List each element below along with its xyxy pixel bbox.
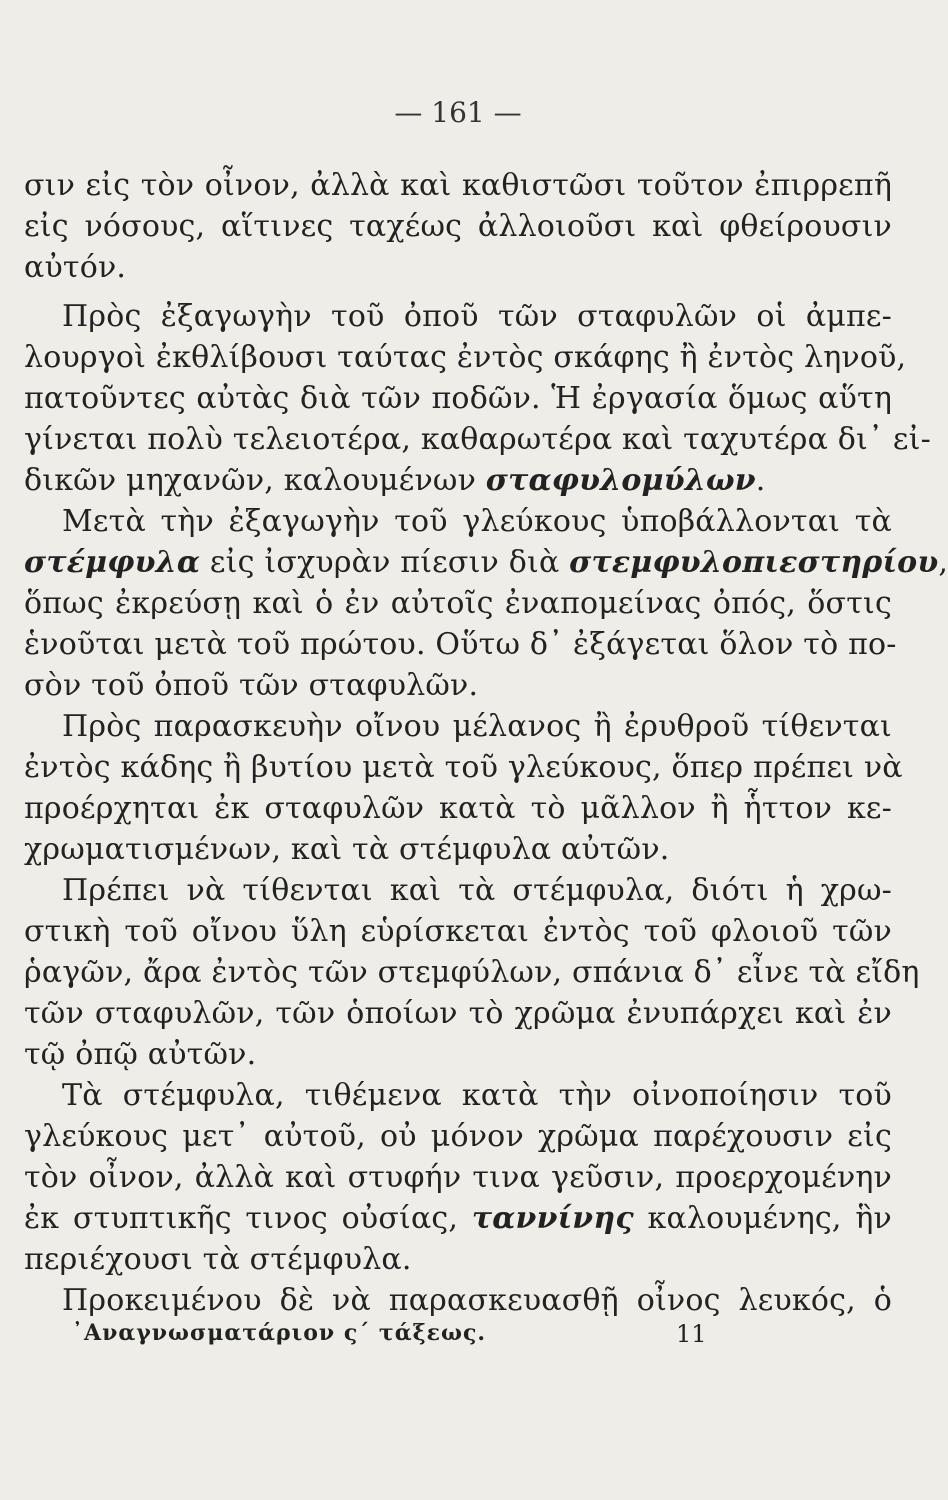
paragraph-start-line: Τὰ στέμφυλα, τιθέμενα κατὰ τὴν οἰνοποίησιν τοῦ bbox=[62, 1078, 892, 1113]
text-line: αὐτόν. bbox=[24, 250, 127, 285]
text-line bbox=[24, 543, 948, 583]
text-span: δικῶν μηχανῶν, καλουμένων bbox=[24, 463, 486, 498]
text-line bbox=[24, 1199, 892, 1239]
text-line: γίνεται πολὺ τελειοτέρα, καθαρωτέρα καὶ ταχυτέρα δι᾿ εἰ- bbox=[24, 422, 931, 457]
text-line: ὅπως ἐκρεύσῃ καὶ ὁ ἐν αὐτοῖς ἐναπομείνας ὀπός, ὅστις bbox=[24, 586, 892, 621]
text-line: γλεύκους μετ᾿ αὐτοῦ, οὐ μόνον χρῶμα παρέχουσιν εἰς bbox=[24, 1119, 892, 1154]
bold-term: σταφυλομύλων bbox=[485, 463, 756, 498]
text-line: εἰς νόσους, αἵτινες ταχέως ἀλλοιοῦσι καὶ φθείρουσιν bbox=[24, 209, 892, 244]
text-line: ἐντὸς κάδης ἢ βυτίου μετὰ τοῦ γλεύκους, ὅπερ πρέπει νὰ bbox=[24, 750, 903, 785]
paragraph-start-line: Προκειμένου δὲ νὰ παρασκευασθῇ οἶνος λευκός, ὁ bbox=[62, 1283, 892, 1318]
text-line: ῥαγῶν, ἄρα ἐντὸς τῶν στεμφύλων, σπάνια δ᾿ εἶνε τὰ εἴδη bbox=[24, 955, 920, 990]
paragraph-start-line: Πρὸς ἐξαγωγὴν τοῦ ὀποῦ τῶν σταφυλῶν οἱ ἀμπε- bbox=[62, 299, 892, 334]
text-line: σὸν τοῦ ὀποῦ τῶν σταφυλῶν. bbox=[24, 668, 479, 703]
text-line: σιν εἰς τὸν οἶνον, ἀλλὰ καὶ καθιστῶσι τοῦτον ἐπιρρεπῆ bbox=[24, 168, 892, 203]
text-line: προέρχηται ἐκ σταφυλῶν κατὰ τὸ μᾶλλον ἢ ἧττον κε- bbox=[24, 791, 892, 826]
text-line: τῶν σταφυλῶν, τῶν ὁποίων τὸ χρῶμα ἐνυπάρχει καὶ ἐν bbox=[24, 996, 892, 1031]
paragraph-start-line: Πρέπει νὰ τίθενται καὶ τὰ στέμφυλα, διότι ἡ χρω- bbox=[62, 873, 892, 908]
text-span: . bbox=[755, 463, 766, 498]
bold-term: στέμφυλα bbox=[24, 545, 201, 580]
footer-book-title: ᾿Αναγνωσματάριον ς΄ τάξεως. bbox=[72, 1320, 487, 1346]
text-line: λουργοὶ ἐκθλίβουσι ταύτας ἐντὸς σκάφης ἢ ἐντὸς ληνοῦ, bbox=[24, 340, 907, 375]
page-number: — 161 — bbox=[394, 96, 522, 129]
bold-term: ταννίνης bbox=[471, 1201, 634, 1236]
bold-term: στεμφυλοπιεστηρίου bbox=[569, 545, 939, 580]
text-line: στικὴ τοῦ οἴνου ὕλη εὑρίσκεται ἐντὸς τοῦ φλοιοῦ τῶν bbox=[24, 914, 892, 949]
text-line: ἑνοῦται μετὰ τοῦ πρώτου. Οὕτω δ᾿ ἐξάγεται ὅλον τὸ πο- bbox=[24, 627, 897, 662]
paragraph-start-line: Μετὰ τὴν ἐξαγωγὴν τοῦ γλεύκους ὑποβάλλονται τὰ bbox=[62, 504, 892, 539]
text-line: τῷ ὀπῷ αὐτῶν. bbox=[24, 1037, 257, 1072]
text-line: πατοῦντες αὐτὰς διὰ τῶν ποδῶν. Ἡ ἐργασία ὅμως αὕτη bbox=[24, 381, 892, 416]
text-span: ἐκ στυπτικῆς τινος οὐσίας, bbox=[24, 1201, 472, 1236]
text-line bbox=[24, 461, 892, 501]
text-line: χρωματισμένων, καὶ τὰ στέμφυλα αὐτῶν. bbox=[24, 832, 670, 867]
paragraph-start-line: Πρὸς παρασκευὴν οἴνου μέλανος ἢ ἐρυθροῦ τίθενται bbox=[62, 709, 892, 744]
text-line: περιέχουσι τὰ στέμφυλα. bbox=[24, 1242, 412, 1277]
footer-signature: 11 bbox=[676, 1320, 707, 1348]
text-span: καλουμένης, ἣν bbox=[633, 1201, 892, 1236]
text-span: εἰς ἰσχυρὰν πίεσιν διὰ bbox=[200, 545, 570, 580]
text-span: , bbox=[938, 545, 948, 580]
text-line: τὸν οἶνον, ἀλλὰ καὶ στυφήν τινα γεῦσιν, προερχομένην bbox=[24, 1160, 892, 1195]
